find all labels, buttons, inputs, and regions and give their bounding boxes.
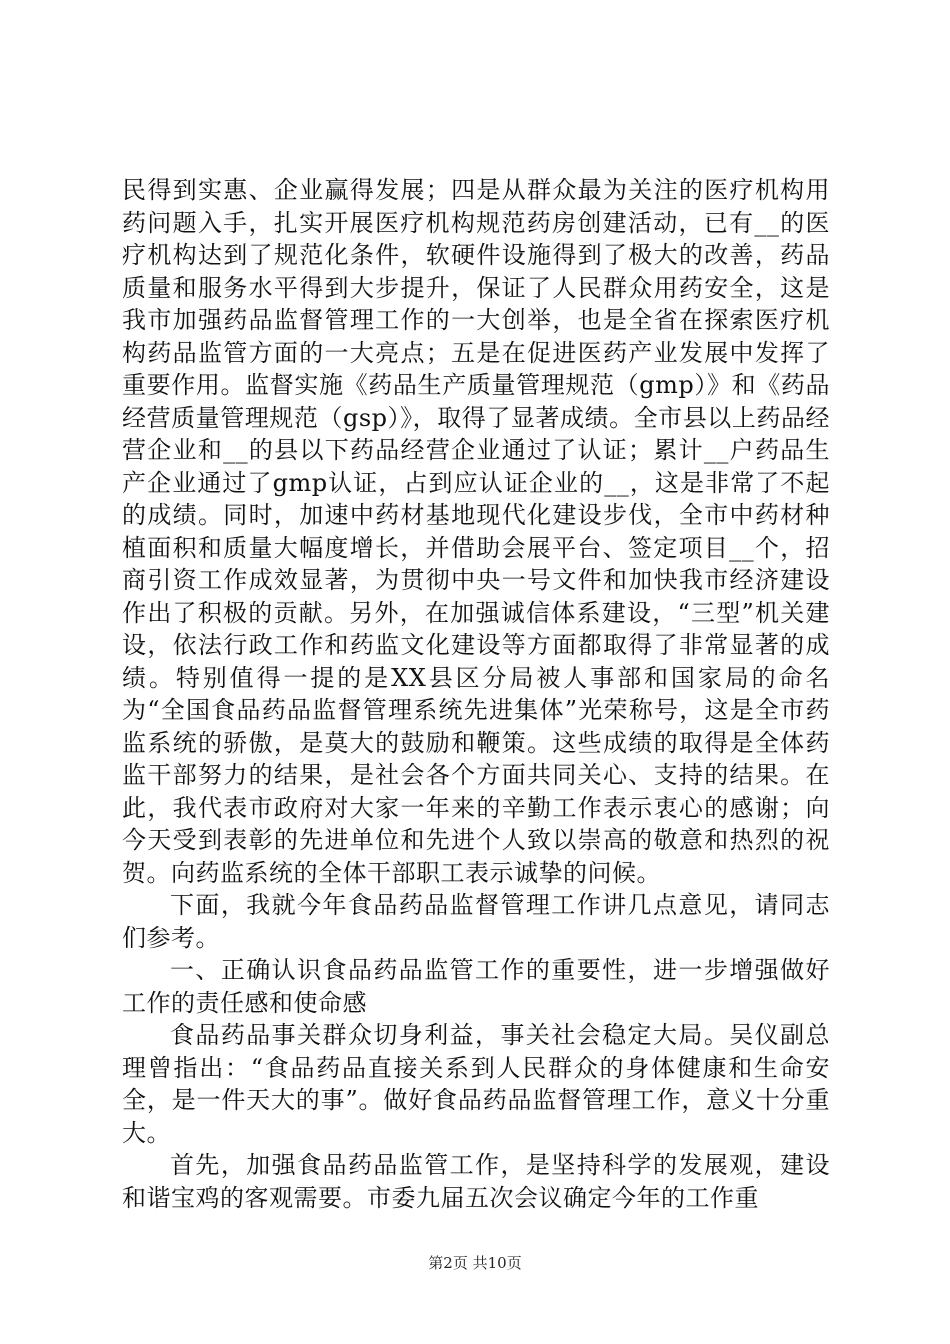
paragraph-4: 首先，加强食品药品监管工作，是坚持科学的发展观，建设和谐宝鸡的客观需要。市委九届五次会议确定今年的工作重 <box>122 1151 830 1212</box>
document-body <box>122 174 830 1214</box>
paragraph-3: 食品药品事关群众切身利益，事关社会稳定大局。吴仪副总理曾指出：“食品药品直接关系到人民群众的身体健康和生命安全，是一件天大的事”。做好食品药品监督管理工作，意义十分重大。 <box>122 1021 830 1147</box>
paragraph-1: 民得到实惠、企业赢得发展；四是从群众最为关注的医疗机构用药问题入手，扎实开展医疗机构规范药房创建活动，已有__的医疗机构达到了规范化条件，软硬件设施得到了极大的改善，药品质量和服务水平得到大步提升，保证了人民群众用药安全，这是我市加强药品监督管理工作的一大创举，也是全省在探索医疗机构药品监管方面的一大亮点；五是在促进医药产业发展中发挥了重要作用。监督实施《药品生产质量管理规范（gmp）》和《药品经营质量管理规范（gsp）》，取得了显著成绩。全市县以上药品经营企业和__的县以下药品经营企业通过了认证；累计__户药品生产企业通过了gmp认证，占到应认证企业的__，这是非常了不起的成绩。同时，加速中药材基地现代化建设步伐，全市中药材种植面积和质量大幅度增长，并借助会展平台、签定项目__个，招商引资工作成效显著，为贯彻中央一号文件和加快我市经济建设作出了积极的贡献。另外，在加强诚信体系建设，“三型”机关建设，依法行政工作和药监文化建设等方面都取得了非常显著的成绩。特别值得一提的是XX县区分局被人事部和国家局的命名为“全国食品药品监督管理系统先进集体”光荣称号，这是全市药监系统的骄傲，是莫大的鼓励和鞭策。这些成绩的取得是全体药监干部努力的结果，是社会各个方面共同关心、支持的结果。在此，我代表市政府对大家一年来的辛勤工作表示衷心的感谢；向今天受到表彰的先进单位和先进个人致以崇高的敬意和热烈的祝贺。向药监系统的全体干部职工表示诚挚的问候。 <box>122 176 830 887</box>
paragraph-2: 下面，我就今年食品药品监督管理工作讲几点意见，请同志们参考。 <box>122 891 830 952</box>
page-number-label: 第2页 共10页 <box>428 1254 522 1272</box>
section-heading-1: 一、正确认识食品药品监管工作的重要性，进一步增强做好工作的责任感和使命感 <box>122 956 830 1017</box>
page-footer <box>0 1252 950 1273</box>
